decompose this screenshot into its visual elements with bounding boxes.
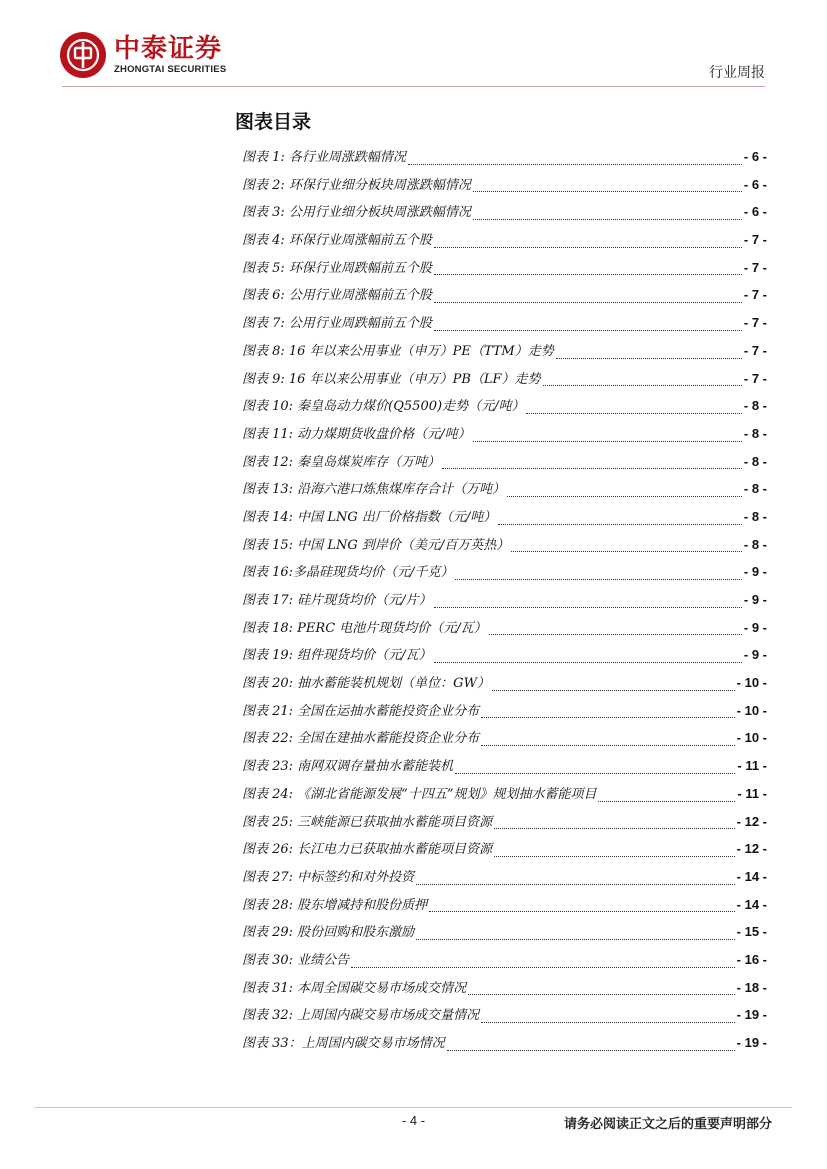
toc-entry[interactable] (242, 672, 767, 700)
toc-entry-label: 图表 14: 中国 LNG 出厂价格指数（元/吨） (242, 509, 497, 525)
toc-entry[interactable] (242, 894, 767, 922)
toc-entry-label: 图表 27: 中标签约和对外投资 (242, 869, 415, 885)
toc-leader-dots (434, 301, 742, 303)
toc-entry-label: 图表 31: 本周全国碳交易市场成交情况 (242, 980, 467, 996)
toc-entry-label: 图表 11: 动力煤期货收盘价格（元/吨） (242, 426, 471, 442)
toc-entry[interactable] (242, 811, 767, 839)
toc-title: 图表目录 (235, 111, 312, 133)
toc-entry-label: 图表 8: 16 年以来公用事业（申万）PE（TTM）走势 (242, 343, 554, 359)
toc-entry[interactable] (242, 312, 767, 340)
toc-list (242, 146, 767, 1060)
toc-leader-dots (434, 329, 742, 331)
toc-entry-page: - 7 - (743, 370, 767, 386)
toc-entry-page: - 14 - (736, 896, 767, 912)
toc-entry[interactable] (242, 368, 767, 396)
logo-mark-icon (60, 32, 106, 78)
toc-entry-label: 图表 20: 抽水蓄能装机规划（单位：GW） (242, 676, 490, 692)
toc-entry-label: 图表 2: 环保行业细分板块周涨跌幅情况 (242, 177, 471, 193)
toc-leader-dots (447, 1049, 735, 1051)
toc-leader-dots (494, 827, 734, 829)
toc-leader-dots (489, 633, 742, 635)
toc-entry-page: - 8 - (743, 481, 767, 497)
toc-leader-dots (494, 855, 734, 857)
toc-entry-page: - 15 - (736, 924, 767, 940)
toc-entry-page: - 12 - (736, 841, 767, 857)
toc-entry-page: - 18 - (736, 979, 767, 995)
toc-entry-label: 图表 24: 《湖北省能源发展“十四五”规划》规划抽水蓄能项目 (242, 786, 597, 802)
logo-name-en: ZHONGTAI SECURITIES (114, 64, 227, 75)
toc-entry-page: - 16 - (736, 951, 767, 967)
toc-leader-dots (434, 273, 742, 275)
toc-leader-dots (543, 384, 742, 386)
toc-entry-page: - 11 - (737, 758, 767, 774)
toc-entry[interactable] (242, 451, 767, 479)
toc-leader-dots (556, 357, 742, 359)
toc-entry[interactable] (242, 395, 767, 423)
toc-entry-page: - 8 - (743, 398, 767, 414)
toc-leader-dots (455, 578, 741, 580)
toc-entry[interactable] (242, 644, 767, 672)
toc-entry-label: 图表 15: 中国 LNG 到岸价（美元/百万英热） (242, 537, 510, 553)
toc-entry-page: - 19 - (736, 1035, 767, 1050)
toc-entry-page: - 9 - (743, 619, 767, 635)
toc-entry-label: 图表 16:多晶硅现货均价（元/千克） (242, 565, 454, 581)
toc-entry-page: - 7 - (743, 342, 767, 358)
toc-entry[interactable] (242, 866, 767, 894)
toc-entry-label: 图表 23: 南网双调存量抽水蓄能装机 (242, 759, 454, 775)
toc-leader-dots (351, 966, 734, 968)
toc-leader-dots (498, 523, 742, 525)
toc-entry[interactable] (242, 534, 767, 562)
toc-leader-dots (408, 163, 742, 165)
toc-leader-dots (434, 661, 742, 663)
toc-entry-label: 图表 4: 环保行业周涨幅前五个股 (242, 233, 432, 249)
toc-entry[interactable] (242, 1032, 767, 1060)
toc-entry-label: 图表 28: 股东增减持和股份质押 (242, 897, 428, 913)
company-logo (60, 32, 226, 78)
toc-entry[interactable] (242, 478, 767, 506)
toc-leader-dots (526, 412, 741, 414)
toc-entry-page: - 6 - (743, 204, 767, 220)
toc-entry[interactable] (242, 977, 767, 1005)
toc-entry-page: - 8 - (743, 536, 767, 552)
toc-leader-dots (455, 772, 735, 774)
toc-leader-dots (598, 800, 735, 802)
toc-entry-label: 图表 5: 环保行业周跌幅前五个股 (242, 260, 432, 276)
toc-entry[interactable] (242, 284, 767, 312)
toc-leader-dots (481, 744, 734, 746)
toc-entry[interactable] (242, 257, 767, 285)
toc-entry[interactable] (242, 921, 767, 949)
toc-entry-label: 图表 3: 公用行业细分板块周涨跌幅情况 (242, 205, 471, 221)
header-divider (62, 86, 765, 87)
toc-entry[interactable] (242, 949, 767, 977)
toc-entry-label: 图表 32: 上周国内碳交易市场成交量情况 (242, 1008, 480, 1024)
toc-entry-page: - 10 - (736, 730, 767, 746)
toc-leader-dots (468, 993, 734, 995)
toc-entry-label: 图表 10: 秦皇岛动力煤价(Q5500)走势（元/吨） (242, 399, 525, 415)
toc-entry-label: 图表 9: 16 年以来公用事业（申万）PB（LF）走势 (242, 371, 541, 387)
toc-entry[interactable] (242, 561, 767, 589)
toc-entry-page: - 10 - (736, 702, 767, 718)
footer-divider (35, 1107, 792, 1108)
toc-entry-page: - 8 - (743, 425, 767, 441)
toc-entry-label: 图表 6: 公用行业周涨幅前五个股 (242, 288, 432, 304)
toc-entry-label: 图表 19: 组件现货均价（元/瓦） (242, 648, 432, 664)
toc-entry[interactable] (242, 700, 767, 728)
toc-leader-dots (473, 440, 742, 442)
toc-entry-page: - 11 - (737, 785, 767, 801)
logo-name-cn: 中泰证券 (114, 34, 223, 64)
toc-leader-dots (481, 1021, 734, 1023)
toc-leader-dots (416, 938, 734, 940)
toc-entry-page: - 9 - (743, 647, 767, 663)
toc-leader-dots (473, 218, 742, 220)
toc-entry-label: 图表 29: 股份回购和股东激励 (242, 925, 415, 941)
toc-entry[interactable] (242, 146, 767, 174)
toc-entry[interactable] (242, 589, 767, 617)
toc-entry[interactable] (242, 174, 767, 202)
toc-entry-page: - 8 - (743, 508, 767, 524)
toc-leader-dots (442, 467, 742, 469)
toc-entry-page: - 14 - (736, 868, 767, 884)
toc-entry-label: 图表 7: 公用行业周跌幅前五个股 (242, 316, 432, 332)
toc-entry[interactable] (242, 340, 767, 368)
toc-entry-page: - 12 - (736, 813, 767, 829)
toc-entry-label: 图表 22: 全国在建抽水蓄能投资企业分布 (242, 731, 480, 747)
report-type: 行业周报 (709, 65, 765, 81)
toc-entry[interactable] (242, 506, 767, 534)
toc-leader-dots (434, 606, 742, 608)
toc-entry-page: - 8 - (743, 453, 767, 469)
toc-leader-dots (481, 716, 734, 718)
toc-entry[interactable] (242, 201, 767, 229)
toc-entry-label: 图表 13: 沿海六港口炼焦煤库存合计（万吨） (242, 482, 506, 498)
page-number: - 4 - (401, 1113, 426, 1128)
toc-entry-page: - 9 - (743, 592, 767, 607)
toc-entry[interactable] (242, 838, 767, 866)
footer-disclaimer: 请务必阅读正文之后的重要声明部分 (563, 1117, 772, 1132)
toc-entry[interactable] (242, 617, 767, 645)
toc-entry-label: 图表 25: 三峡能源已获取抽水蓄能项目资源 (242, 814, 493, 830)
toc-entry-label: 图表 1: 各行业周涨跌幅情况 (242, 150, 406, 165)
toc-entry-page: - 7 - (743, 287, 767, 303)
toc-entry-label: 图表 17: 硅片现货均价（元/片） (242, 593, 432, 608)
toc-entry-page: - 10 - (736, 675, 767, 691)
toc-leader-dots (492, 689, 735, 691)
toc-entry-label: 图表 30: 业绩公告 (242, 952, 350, 968)
toc-entry[interactable] (242, 1004, 767, 1032)
toc-entry-page: - 6 - (743, 176, 767, 192)
toc-entry[interactable] (242, 727, 767, 755)
toc-leader-dots (429, 910, 734, 912)
toc-entry[interactable] (242, 423, 767, 451)
toc-entry-page: - 7 - (743, 259, 767, 275)
toc-leader-dots (473, 190, 742, 192)
toc-entry-page: - 7 - (743, 315, 767, 331)
toc-leader-dots (507, 495, 742, 497)
toc-entry-page: - 6 - (743, 149, 767, 164)
toc-entry-label: 图表 33：上周国内碳交易市场情况 (242, 1036, 445, 1051)
toc-entry-label: 图表 26: 长江电力已获取抽水蓄能项目资源 (242, 842, 493, 858)
toc-entry-label: 图表 21: 全国在运抽水蓄能投资企业分布 (242, 703, 480, 719)
toc-entry-page: - 9 - (743, 564, 767, 580)
toc-entry[interactable] (242, 229, 767, 257)
toc-leader-dots (416, 883, 734, 885)
toc-entry[interactable] (242, 755, 767, 783)
toc-entry-label: 图表 18: PERC 电池片现货均价（元/瓦） (242, 620, 487, 636)
toc-leader-dots (511, 550, 742, 552)
toc-entry-label: 图表 12: 秦皇岛煤炭库存（万吨） (242, 454, 441, 470)
toc-entry-page: - 19 - (736, 1007, 767, 1023)
toc-entry-page: - 7 - (743, 232, 767, 248)
toc-leader-dots (434, 246, 742, 248)
toc-entry[interactable] (242, 783, 767, 811)
